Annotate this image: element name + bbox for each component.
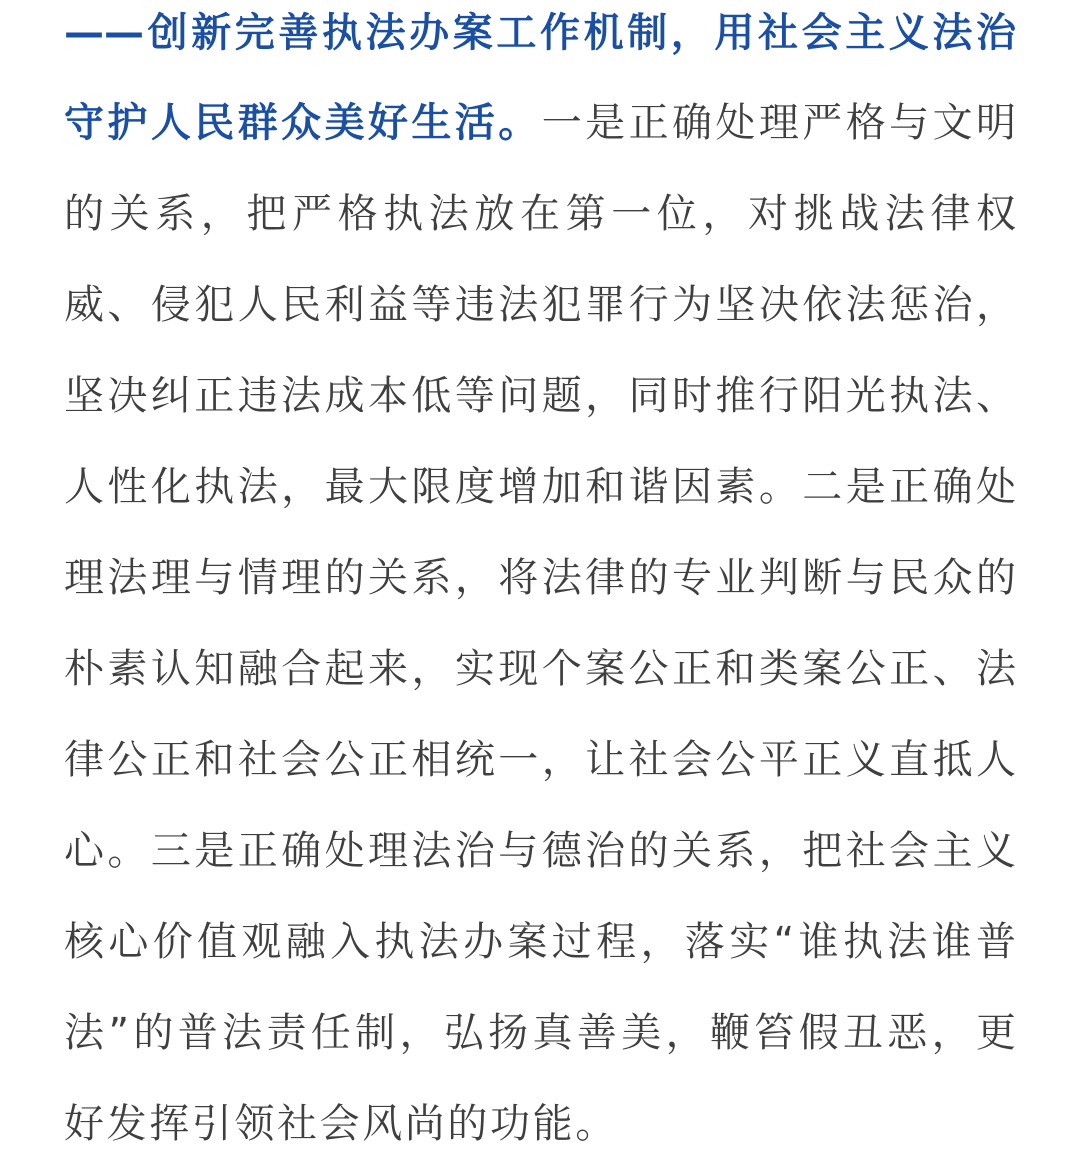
paragraph-line-7 — [64, 548, 1016, 608]
line-text: 法”的普法责任制，弘扬真善美，鞭笞假丑恶，更 — [64, 1010, 1016, 1056]
paragraph-line-11 — [64, 912, 1016, 972]
line-text: 核心价值观融入执法办案过程，落实“谁执法谁普 — [64, 919, 1016, 965]
paragraph-line-6 — [64, 457, 1016, 517]
line-text: 理法理与情理的关系，将法律的专业判断与民众的 — [64, 555, 1016, 601]
line-text: 律公正和社会公正相统一，让社会公平正义直抵人 — [64, 737, 1016, 783]
line-text: 人性化执法，最大限度增加和谐因素。二是正确处 — [64, 464, 1016, 510]
highlight-heading-end: 守护人民群众美好生活。 — [64, 100, 542, 146]
line-text: 威、侵犯人民利益等违法犯罪行为坚决依法惩治， — [64, 282, 1016, 328]
paragraph-line-3 — [64, 184, 1016, 244]
paragraph-line-9 — [64, 730, 1016, 790]
paragraph-line-8 — [64, 639, 1016, 699]
highlight-heading: ——创新完善执法办案工作机制，用社会主义法治 — [64, 10, 1016, 56]
line-text: 的关系，把严格执法放在第一位，对挑战法律权 — [64, 191, 1016, 237]
paragraph-line-1 — [64, 3, 1016, 63]
paragraph-line-2 — [64, 93, 1016, 153]
paragraph-line-4 — [64, 275, 1016, 335]
paragraph-line-13 — [64, 1094, 618, 1154]
paragraph-line-5 — [64, 366, 1016, 426]
line-text: 一是正确处理严格与文明 — [541, 100, 1017, 146]
line-text: 坚决纠正违法成本低等问题，同时推行阳光执法、 — [64, 373, 1016, 419]
paragraph-line-10 — [64, 821, 1016, 881]
line-text: 好发挥引领社会风尚的功能。 — [64, 1101, 618, 1147]
line-text: 心。三是正确处理法治与德治的关系，把社会主义 — [64, 828, 1016, 874]
line-text: 朴素认知融合起来，实现个案公正和类案公正、法 — [64, 646, 1016, 692]
paragraph-line-12 — [64, 1003, 1016, 1063]
